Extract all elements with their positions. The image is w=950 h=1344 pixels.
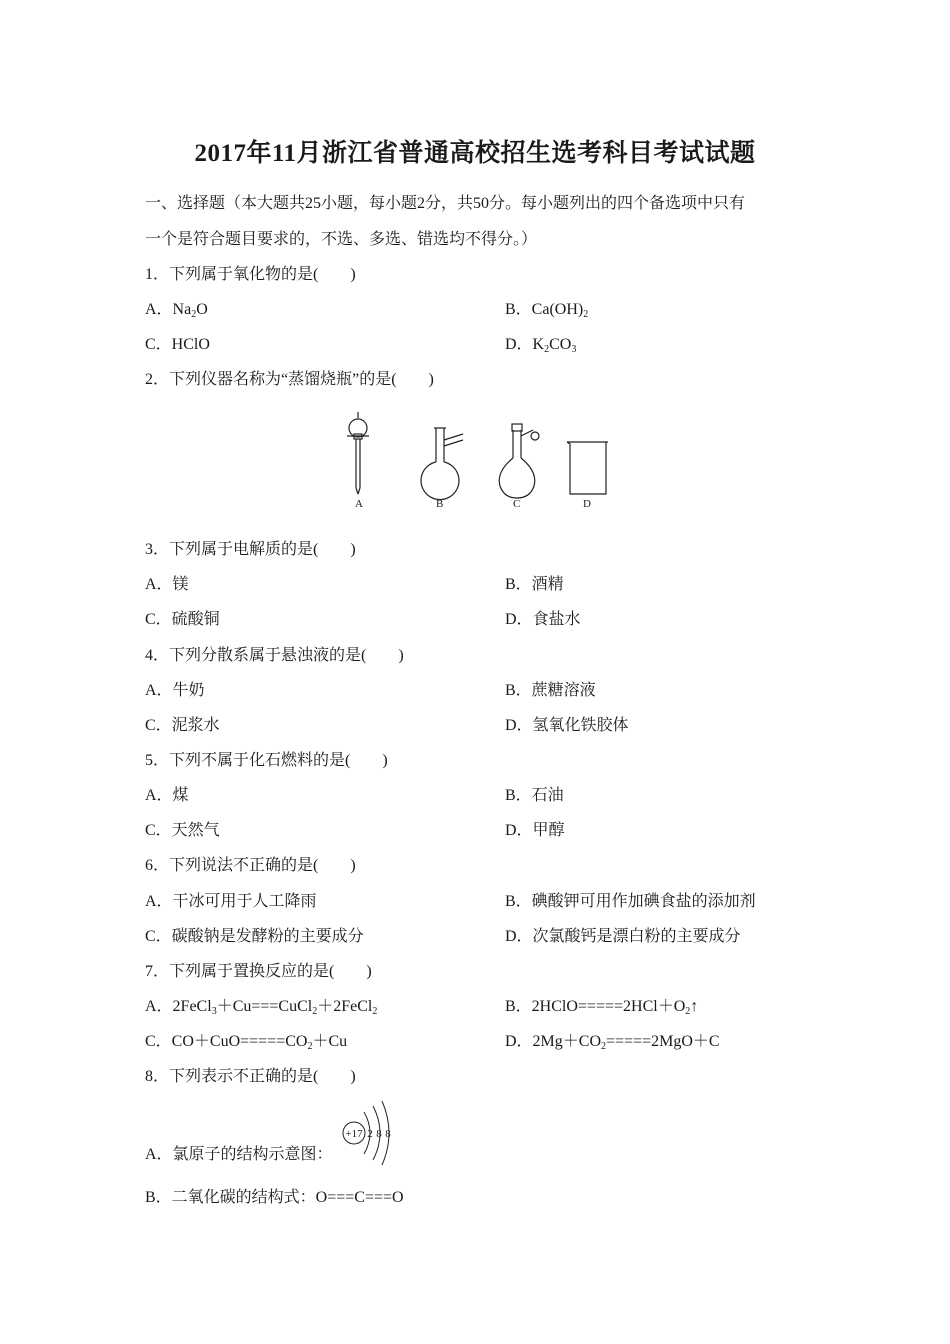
apparatus-drawing (330, 410, 620, 520)
atom-shell-3: 8 (385, 1128, 391, 1140)
q4-option-a: A．牛奶 (145, 682, 205, 699)
q5-stem: 5．下列不属于化石燃料的是( ) (145, 752, 388, 769)
q7-option-c (145, 1032, 347, 1052)
apparatus-label-c: C (513, 498, 521, 510)
q6-option-b: B．碘酸钾可用作加碘食盐的添加剂 (505, 893, 756, 910)
q7-option-a (145, 997, 377, 1017)
q1-option-b (505, 300, 588, 320)
atom-nucleus: +17 (345, 1128, 363, 1140)
q1-b-text: B．Ca(OH) (505, 301, 584, 318)
apparatus-d-beaker (567, 442, 608, 494)
q7-d-p1: D．2Mg＋CO (505, 1033, 602, 1050)
q1-d-mid: CO (549, 336, 572, 353)
apparatus-label-d: D (583, 498, 591, 510)
q1-d-sub2: 3 (571, 344, 577, 355)
apparatus-a-funnel (347, 412, 369, 494)
page-title: 2017年11月浙江省普通高校招生选考科目考试试题 (194, 140, 756, 167)
atom-shell-1: 2 (367, 1128, 373, 1140)
q7-a-s1: 3 (211, 1006, 217, 1017)
q1-a-text: A．Na (145, 301, 192, 318)
q5-option-b: B．石油 (505, 787, 564, 804)
q7-option-d (505, 1032, 720, 1052)
q3-option-a: A．镁 (145, 576, 189, 593)
q8-option-a: A．氯原子的结构示意图： (145, 1146, 333, 1163)
q1-d-sub1: 2 (544, 344, 550, 355)
apparatus-b-flask (421, 428, 463, 500)
q7-b-p2: ↑ (690, 998, 699, 1015)
q1-option-a (145, 300, 208, 320)
section-header-line2: 一个是符合题目要求的，不选、多选、错选均不得分。） (145, 231, 538, 248)
apparatus-label-a: A (355, 498, 363, 510)
q5-option-a: A．煤 (145, 787, 189, 804)
q4-stem: 4．下列分散系属于悬浊液的是( ) (145, 647, 404, 664)
q7-a-p3: ＋2FeCl (317, 998, 373, 1015)
q7-c-p2: ＋Cu (312, 1033, 348, 1050)
q6-option-c: C．碳酸钠是发酵粉的主要成分 (145, 928, 364, 945)
q1-option-c: C．HClO (145, 336, 210, 353)
q1-option-d (505, 335, 576, 355)
q3-option-d: D．食盐水 (505, 611, 581, 628)
q7-c-s1: 2 (307, 1041, 313, 1052)
q7-a-p2: ＋Cu===CuCl (216, 998, 313, 1015)
q2-stem: 2．下列仪器名称为“蒸馏烧瓶”的是( ) (145, 371, 434, 388)
q7-a-s2: 2 (312, 1006, 318, 1017)
q5-option-d: D．甲醇 (505, 822, 565, 839)
q7-d-p2: =====2MgO＋C (606, 1033, 720, 1050)
atom-structure-drawing (340, 1100, 396, 1166)
q1-stem: 1．下列属于氧化物的是( ) (145, 266, 356, 283)
q4-option-d: D．氢氧化铁胶体 (505, 717, 629, 734)
q6-option-d: D．次氯酸钙是漂白粉的主要成分 (505, 928, 741, 945)
q6-option-a: A．干冰可用于人工降雨 (145, 893, 317, 910)
q1-d-text: D．K (505, 336, 545, 353)
q8-option-b: B．二氧化碳的结构式：O===C===O (145, 1189, 404, 1206)
q3-option-b: B．酒精 (505, 576, 564, 593)
q1-a-sub: 2 (191, 309, 197, 320)
q7-b-s1: 2 (685, 1006, 691, 1017)
q4-option-b: B．蔗糖溶液 (505, 682, 596, 699)
section-header-line1: 一、选择题（本大题共25小题，每小题2分，共50分。每小题列出的四个备选项中只有 (145, 195, 746, 212)
q3-option-c: C．硫酸铜 (145, 611, 220, 628)
q6-stem: 6．下列说法不正确的是( ) (145, 857, 356, 874)
apparatus-label-b: B (436, 498, 444, 510)
q7-d-s1: 2 (601, 1041, 607, 1052)
q3-stem: 3．下列属于电解质的是( ) (145, 541, 356, 558)
q7-stem: 7．下列属于置换反应的是( ) (145, 963, 372, 980)
q4-option-c: C．泥浆水 (145, 717, 220, 734)
q7-a-p1: A．2FeCl (145, 998, 212, 1015)
q1-b-sub: 2 (583, 309, 589, 320)
q8-stem: 8．下列表示不正确的是( ) (145, 1068, 356, 1085)
q7-option-b (505, 997, 698, 1017)
q7-c-p1: C．CO＋CuO=====CO (145, 1033, 308, 1050)
chlorine-atom-diagram (340, 1100, 396, 1166)
lab-apparatus-figure (330, 410, 620, 520)
apparatus-c-flask (499, 424, 539, 498)
atom-shell-2: 8 (376, 1128, 382, 1140)
q5-option-c: C．天然气 (145, 822, 220, 839)
q1-a-rest: O (196, 301, 208, 318)
q7-a-s3: 2 (372, 1006, 378, 1017)
q7-b-p1: B．2HClO=====2HCl＋O (505, 998, 686, 1015)
